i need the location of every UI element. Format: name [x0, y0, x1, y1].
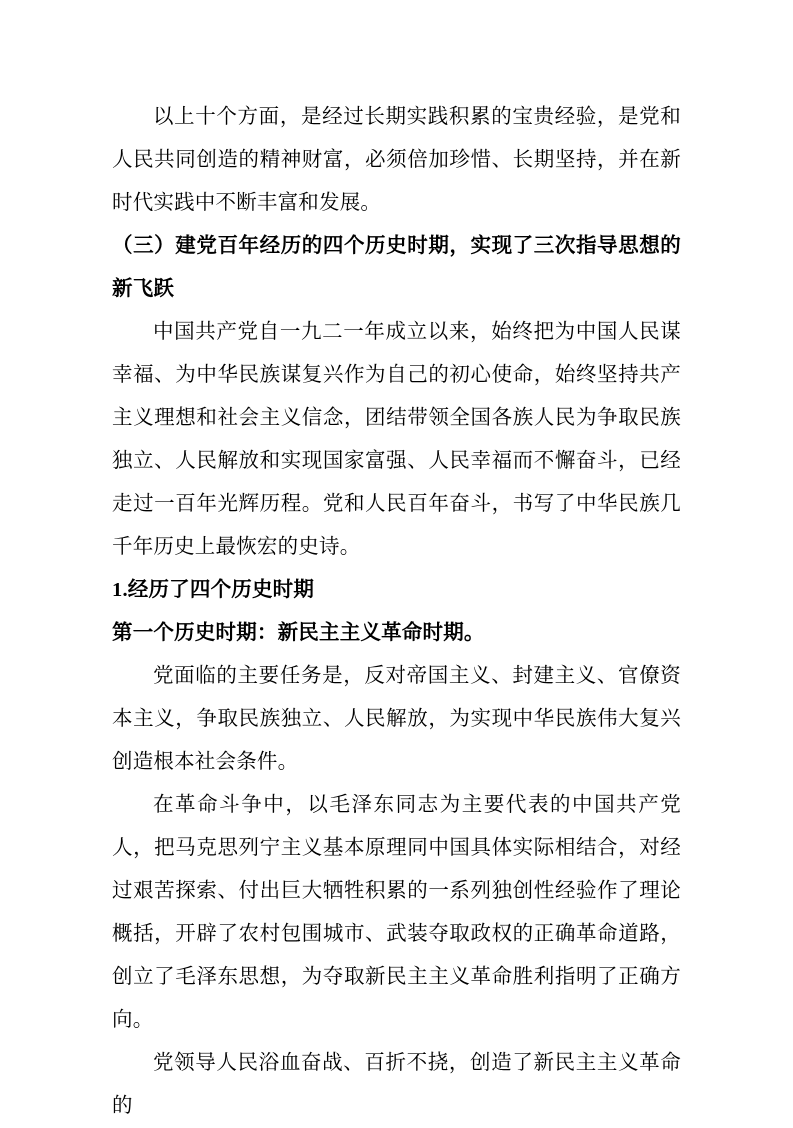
paragraph-party-founding: 中国共产党自一九二一年成立以来，始终把为中国人民谋幸福、为中华民族谋复兴作为自己的初心使命，始终坚持共产主义理想和社会主义信念，团结带领全国各族人民为争取民族独立、人民解放和实现国家富强、人民幸福而不懈奋斗，已经走过一百年光辉历程。党和人民百年奋斗，书写了中华民族几千年历史上最恢宏的史诗。	[112, 321, 681, 558]
paragraph-revolutionary-struggle: 在革命斗争中，以毛泽东同志为主要代表的中国共产党人，把马克思列宁主义基本原理同中国具体实际相结合，对经过艰苦探索、付出巨大牺牲积累的一系列独创性经验作了理论概括，开辟了农村包围城市、武装夺取政权的正确革命道路，创立了毛泽东思想，为夺取新民主主义革命胜利指明了正确方向。	[112, 794, 681, 1031]
paragraph-party-led-people: 党领导人民浴血奋战、百折不挠，创造了新民主主义革命的	[112, 1052, 681, 1117]
heading-four-periods: 1.经历了四个历史时期	[112, 579, 315, 601]
document-body	[112, 96, 681, 1128]
paragraph-main-tasks: 党面临的主要任务是，反对帝国主义、封建主义、官僚资本主义，争取民族独立、人民解放，为实现中华民族伟大复兴创造根本社会条件。	[112, 665, 681, 773]
paragraph-intro-summary: 以上十个方面，是经过长期实践积累的宝贵经验，是党和人民共同创造的精神财富，必须倍加珍惜、长期坚持，并在新时代实践中不断丰富和发展。	[112, 106, 681, 214]
heading-first-period: 第一个历史时期：新民主主义革命时期。	[112, 622, 485, 644]
heading-section-three: （三）建党百年经历的四个历史时期，实现了三次指导思想的新飞跃	[112, 235, 681, 300]
